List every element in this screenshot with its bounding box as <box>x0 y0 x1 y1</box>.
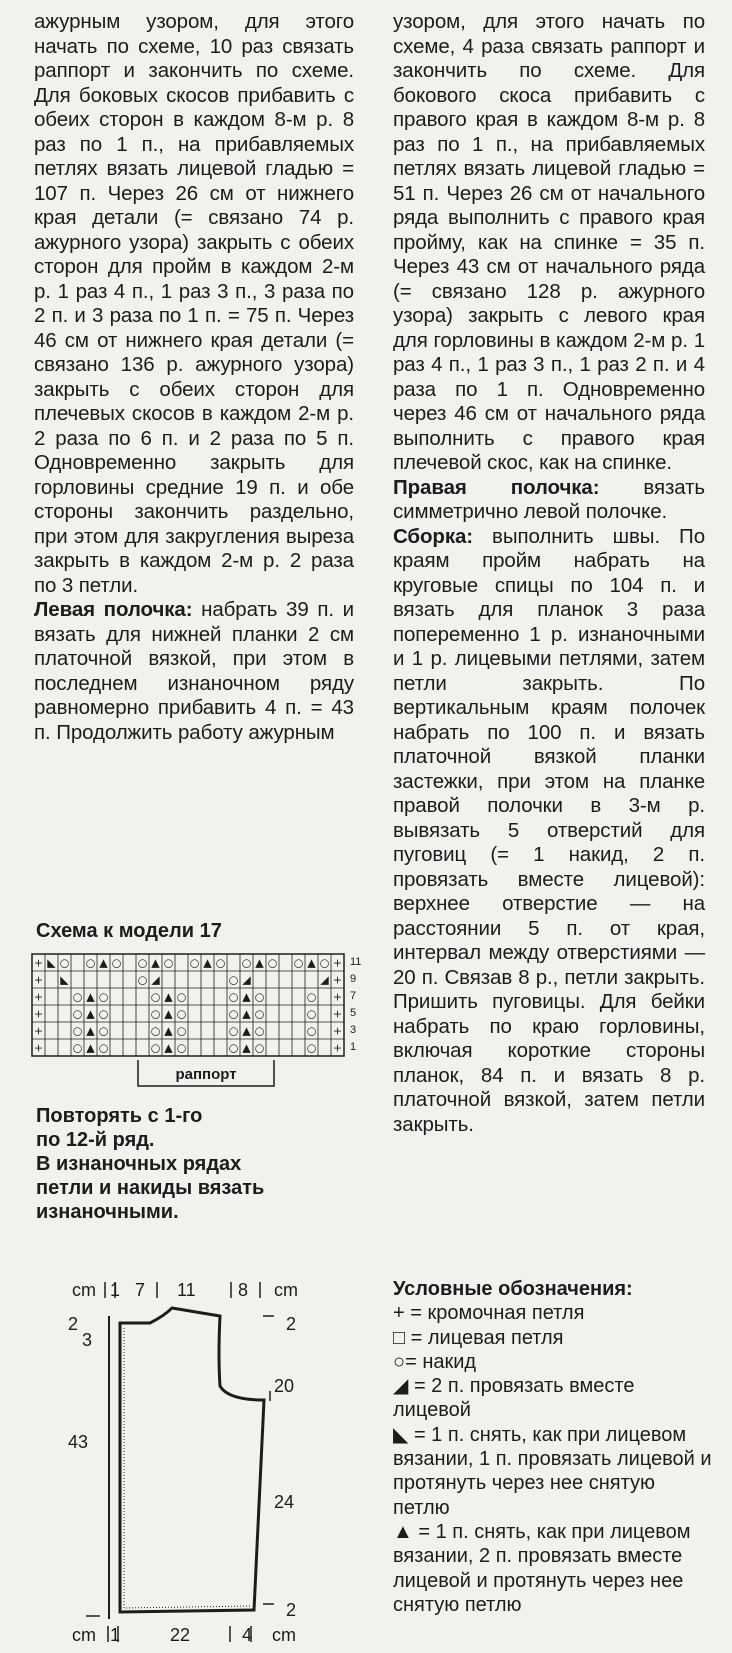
chart-symbol: ○ <box>176 1007 187 1021</box>
row-number: 1 <box>350 1041 357 1053</box>
dim-label: 11 <box>177 1280 196 1300</box>
chart-symbol: ◣ <box>47 956 56 970</box>
selvedge-icon: + <box>393 1302 405 1325</box>
chart-symbol: ◢ <box>320 973 329 987</box>
skpo-icon: ◣ <box>393 1423 409 1446</box>
knit-stitch-icon: □ <box>393 1326 406 1349</box>
row-number: 11 <box>350 956 362 968</box>
dim-label: 2 <box>286 1600 297 1620</box>
chart-symbol: ▲ <box>242 1007 251 1021</box>
chart-symbol: ▲ <box>255 956 264 970</box>
chart-symbol: + <box>332 973 343 987</box>
chart-symbol: ○ <box>98 990 109 1004</box>
chart-symbol: ○ <box>306 990 317 1004</box>
chart-symbol: + <box>332 956 343 970</box>
assembly-section <box>393 525 705 1138</box>
row-number: 9 <box>350 973 357 985</box>
repeat-note <box>36 1104 336 1224</box>
legend-text: = накид <box>405 1350 477 1373</box>
chart-symbol: ◣ <box>60 973 69 987</box>
legend-item <box>393 1520 713 1617</box>
chart-symbol: ○ <box>72 1007 83 1021</box>
pattern-diagram <box>60 1276 330 1646</box>
chart-symbol: + <box>332 1024 343 1038</box>
dim-label: 3 <box>82 1330 93 1350</box>
dim-label: 4 <box>242 1625 253 1645</box>
chart-symbol: ○ <box>98 1041 109 1055</box>
chart-symbol: ▲ <box>86 1007 95 1021</box>
dim-label: 1 <box>110 1625 121 1645</box>
chart-symbol: ○ <box>306 1041 317 1055</box>
dim-label: cm <box>274 1280 298 1300</box>
chart-symbol: ○ <box>72 1041 83 1055</box>
chart-symbol: ▲ <box>203 956 212 970</box>
chart-symbol: ▲ <box>164 1007 173 1021</box>
dim-label: 7 <box>135 1280 146 1300</box>
repeat-note-line: Повторять с 1-го <box>36 1105 203 1127</box>
yarn-over-icon: ○ <box>393 1350 406 1373</box>
repeat-note-line: изнаночными. <box>36 1201 179 1223</box>
chart-symbol: ○ <box>150 990 161 1004</box>
chart-symbol: ○ <box>254 990 265 1004</box>
right-text-column <box>393 10 705 1137</box>
chart-symbol: ○ <box>163 956 174 970</box>
left-front-heading: Левая полочка: <box>34 598 193 621</box>
dim-label: 43 <box>68 1432 89 1452</box>
row-number: 5 <box>350 1007 357 1019</box>
repeat-note-line: петли и накиды вязать <box>36 1177 265 1199</box>
scheme-title: Схема к модели 17 <box>36 920 222 942</box>
chart-symbol: ○ <box>59 956 70 970</box>
chart-symbol: ○ <box>150 1007 161 1021</box>
chart-symbol: + <box>33 973 44 987</box>
legend-text: = 1 п. снять, как при лицевом вязании, 2 п. провязать вместе лицевой и протянуть через нее снятую петлю <box>393 1520 691 1616</box>
chart-symbol: ▲ <box>164 1041 173 1055</box>
chart-symbol: ○ <box>176 1024 187 1038</box>
chart-symbol: ▲ <box>99 956 108 970</box>
chart-symbol: + <box>332 1041 343 1055</box>
chart-symbol: ○ <box>176 1041 187 1055</box>
chart-symbol: + <box>332 1007 343 1021</box>
legend-text: = 2 п. провязать вместе лицевой <box>393 1375 635 1422</box>
chart-symbol: ◢ <box>151 973 160 987</box>
dim-label: 2 <box>286 1314 297 1334</box>
chart-symbol: ○ <box>306 1024 317 1038</box>
chart-symbol: ▲ <box>164 990 173 1004</box>
right-front-heading: Правая полочка: <box>393 475 600 499</box>
chart-symbol: ▲ <box>86 1041 95 1055</box>
front-outline <box>120 1308 264 1612</box>
rapport-label: раппорт <box>175 1066 237 1083</box>
assembly-text: выполнить швы. По краям пройм набрать на круговые спицы по 104 п. и вязать для планок 3 раза попеременно 1 р. изнаночными и 1 р. лицевыми петлями, затем петли закрыть. По вертикальным краям полочек набрать по 100 п. и вязать платочной вязкой планки застежки, при этом на планке правой полочки в 3-м р. вывязать 5 отверстий для пуговиц (= 1 накид, 2 п. провязать вместе лицевой): верхнее отверстие — на расстоянии 5 п. от края, интервал между отверстиями — 20 п. Связав 8 р., петли закрыть. Пришить пуговицы. Для бейки набрать по краю горловины, включая короткие стороны планок, 84 п. и вязать 8 р. платочной вязкой, затем петли закрыть. <box>393 524 705 1136</box>
chart-symbol: ○ <box>306 1007 317 1021</box>
dim-label: cm <box>272 1625 296 1645</box>
chart-symbol: ○ <box>137 956 148 970</box>
k2tog-icon: ◢ <box>393 1375 409 1398</box>
chart-symbol: ▲ <box>242 990 251 1004</box>
chart-symbol: ○ <box>228 1007 239 1021</box>
chart-symbol: ○ <box>111 956 122 970</box>
chart-grid <box>32 954 344 1056</box>
chart-symbol: ○ <box>228 990 239 1004</box>
chart-symbol: ▲ <box>242 1024 251 1038</box>
left-front-section <box>34 598 354 745</box>
chart-symbol: + <box>33 990 44 1004</box>
chart-symbol: ○ <box>254 1041 265 1055</box>
legend <box>393 1277 713 1617</box>
legend-title: Условные обозначения: <box>393 1278 633 1300</box>
chart-symbol: ○ <box>72 990 83 1004</box>
dim-label: 8 <box>238 1280 249 1300</box>
left-front-text: набрать 39 п. и вязать для нижней планки 2 см платочной вязкой, при этом в последнем изнаночном ряду равномерно прибавить 4 п. = 43 п. Продолжить работу ажурным <box>34 598 354 744</box>
chart-symbol: ○ <box>85 956 96 970</box>
chart-symbol: ○ <box>319 956 330 970</box>
chart-symbol: ○ <box>98 1024 109 1038</box>
chart-symbol: ○ <box>267 956 278 970</box>
legend-item <box>393 1301 713 1325</box>
chart-symbol: ○ <box>137 973 148 987</box>
dim-label: 20 <box>274 1376 295 1396</box>
row-number: 3 <box>350 1024 357 1036</box>
dim-label: 1 <box>110 1280 121 1300</box>
chart-symbol: ▲ <box>86 990 95 1004</box>
legend-item <box>393 1350 713 1374</box>
repeat-note-line: В изнаночных рядах <box>36 1153 242 1175</box>
chart-symbol: ○ <box>293 956 304 970</box>
assembly-heading: Сборка: <box>393 524 474 548</box>
legend-item <box>393 1423 713 1520</box>
chart-symbol: ○ <box>215 956 226 970</box>
sk2po-icon: ▲ <box>393 1520 413 1543</box>
row-number: 7 <box>350 990 357 1002</box>
chart-symbol: + <box>33 1024 44 1038</box>
chart-symbol: ▲ <box>151 956 160 970</box>
chart-symbol: ○ <box>254 1024 265 1038</box>
repeat-note-line: по 12-й ряд. <box>36 1129 155 1151</box>
chart-symbol: ○ <box>228 973 239 987</box>
chart-symbol: ○ <box>72 1024 83 1038</box>
dim-label: 2 <box>68 1314 79 1334</box>
dim-label: 22 <box>170 1625 191 1645</box>
legend-item <box>393 1326 713 1350</box>
chart-symbol: ○ <box>150 1041 161 1055</box>
chart-symbol: ○ <box>228 1024 239 1038</box>
left-front-continued: узором, для этого начать по схеме, 4 раза связать раппорт и закончить по схеме. Для бокового скоса прибавить с правого края в каждом 8-м р. 8 раз по 1 п., на прибавляемых петлях вязать лицевой гладью = 51 п. Через 26 см от начального ряда выполнить с правого края пройму, как на спинке = 35 п. Через 43 см от начального ряда (= связано 128 р. ажурного узора) закрыть с левого края для горловины в каждом 2-м р. 1 раз 4 п., 1 раз 3 п., 1 раз 2 п. и 4 раза по 1 п. Одновременно через 46 см от начального ряда выполнить с правого края плечевой скос, как на спинке. <box>393 10 705 474</box>
chart-symbol: ○ <box>189 956 200 970</box>
chart-symbol: ○ <box>98 1007 109 1021</box>
legend-text: = 1 п. снять, как при лицевом вязании, 1 п. провязать лицевой и протянуть через нее снятую петлю <box>393 1423 712 1519</box>
back-instructions: ажурным узором, для этого начать по схеме, 10 раз связать раппорт и закончить по схеме. Для боковых скосов прибавить с обеих сторон в каждом 8-м р. 8 раз по 1 п., на прибавляемых петлях вязать лицевой гладью = 107 п. Через 26 см от нижнего края детали (= связано 74 р. ажурного узора) закрыть с обеих сторон для пройм в каждом 2-м р. 1 раз 4 п., 1 раз 3 п., 3 раза по 2 п. и 3 раза по 1 п. = 75 п. Через 46 см от нижнего края детали (= связано 136 р. ажурного узора) закрыть с обеих сторон для плечевых скосов в каждом 2-м р. 2 раза по 6 п. и 2 раза по 5 п. Одновременно закрыть для горловины средние 19 п. и обе стороны закончить раздельно, при этом для закругления выреза закрыть в каждом 2-м р. 2 раза по 3 петли. <box>34 10 354 597</box>
chart-symbol: ▲ <box>86 1024 95 1038</box>
chart-symbol: + <box>33 956 44 970</box>
left-text-column <box>34 10 354 745</box>
chart-symbol: ○ <box>176 990 187 1004</box>
chart-symbol: ○ <box>150 1024 161 1038</box>
dim-label: 24 <box>274 1492 295 1512</box>
chart-symbol: ▲ <box>242 1041 251 1055</box>
dim-label: cm <box>72 1625 96 1645</box>
chart-symbol: ◢ <box>242 973 251 987</box>
right-front-text: вязать симметрично левой полочке. <box>393 475 705 523</box>
chart-symbol: ○ <box>254 1007 265 1021</box>
right-front-section <box>393 476 705 525</box>
chart-symbol: ▲ <box>307 956 316 970</box>
chart-symbol: + <box>33 1041 44 1055</box>
knitting-chart <box>30 952 370 1092</box>
legend-text: = лицевая петля <box>405 1326 564 1349</box>
chart-symbol: + <box>33 1007 44 1021</box>
legend-item <box>393 1374 713 1423</box>
chart-symbol: + <box>332 990 343 1004</box>
legend-text: = кромочная петля <box>404 1302 585 1325</box>
chart-symbol: ▲ <box>164 1024 173 1038</box>
chart-symbol: ○ <box>241 956 252 970</box>
chart-symbol: ○ <box>228 1041 239 1055</box>
dim-label: cm <box>72 1280 96 1300</box>
